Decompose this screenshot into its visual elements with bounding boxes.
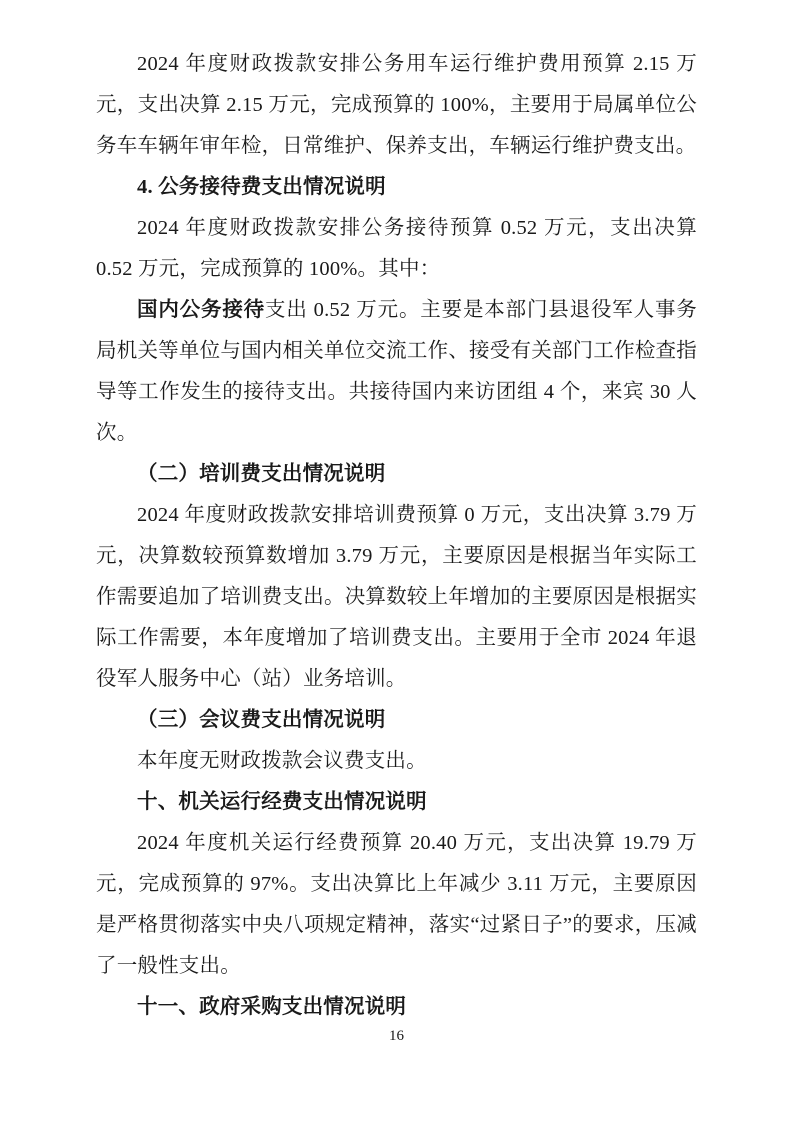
heading-meeting-fee-expenditure: （三）会议费支出情况说明: [137, 709, 386, 731]
paragraph-official-vehicle-maintenance: 2024 年度财政拨款安排公务用车运行维护费用预算 2.15 万元，支出决算 2.15 万元，完成预算的 100%，主要用于局属单位公务车车辆年审年检，日常维护、保养支出，车辆运行维护费支出。: [96, 53, 697, 157]
heading-training-fee-expenditure: （二）培训费支出情况说明: [137, 463, 386, 485]
paragraph-domestic-official-reception: [96, 290, 697, 454]
page-number: 16: [389, 1028, 404, 1044]
paragraph-agency-operating-expenses-detail: 2024 年度机关运行经费预算 20.40 万元，支出决算 19.79 万元，完成预算的 97%。支出决算比上年减少 3.11 万元，主要原因是严格贯彻落实中央八项规定精神，落实“过紧日子”的要求，压减了一般性支出。: [96, 832, 697, 977]
heading-government-procurement: 十一、政府采购支出情况说明: [137, 996, 407, 1018]
domestic-official-reception-lead: 国内公务接待: [137, 299, 266, 321]
heading-official-reception-expenditure: 4. 公务接待费支出情况说明: [137, 176, 386, 198]
paragraph-official-reception-budget: 2024 年度财政拨款安排公务接待预算 0.52 万元，支出决算 0.52 万元，完成预算的 100%。其中：: [96, 217, 697, 280]
document-body: [96, 44, 697, 1028]
paragraph-meeting-fee-detail: 本年度无财政拨款会议费支出。: [137, 750, 427, 772]
paragraph-training-fee-detail: 2024 年度财政拨款安排培训费预算 0 万元，支出决算 3.79 万元，决算数较预算数增加 3.79 万元，主要原因是根据当年实际工作需要追加了培训费支出。决算数较上年增加的主要原因是根据实际工作需要，本年度增加了培训费支出。主要用于全市 2024 年退役军人服务中心（站）业务培训。: [96, 504, 697, 690]
domestic-official-reception-text: 支出 0.52 万元。主要是本部门县退役军人事务局机关等单位与国内相关单位交流工作、接受有关部门工作检查指导等工作发生的接待支出。共接待国内来访团组 4 个，来宾 30 人次。: [96, 299, 697, 444]
heading-agency-operating-expenses: 十、机关运行经费支出情况说明: [137, 791, 427, 813]
